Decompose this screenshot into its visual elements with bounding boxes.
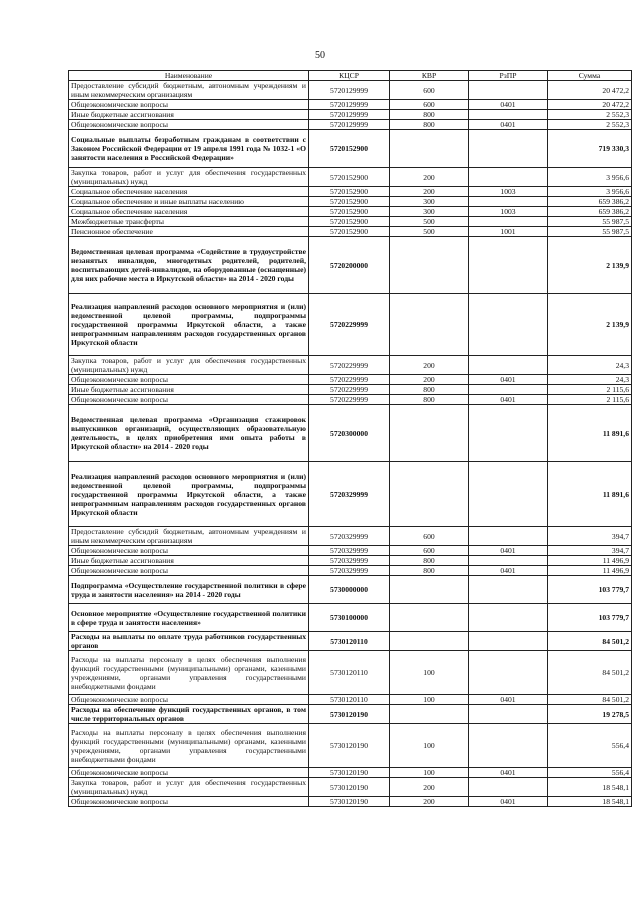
cell-name: Социальное обеспечение населения (69, 187, 309, 197)
table-row (69, 227, 632, 237)
cell-kvr: 200 (390, 168, 469, 187)
cell-kcsr: 5720229999 (309, 356, 390, 375)
cell-name: Пенсионное обеспечение (69, 227, 309, 237)
cell-name: Ведомственная целевая программа «Содействие в трудоустройстве незанятых инвалидов, многодетных родителей, родителей, воспитывающих детей-инвалидов, на оборудованные (оснащенные) для них рабочие места в Иркутской области» на 2014 - 2020 годы (69, 237, 309, 294)
cell-kvr: 800 (390, 395, 469, 405)
cell-kvr: 300 (390, 197, 469, 207)
cell-kvr: 300 (390, 207, 469, 217)
cell-name: Расходы на обеспечение функций государственных органов, в том числе территориальных органов (69, 705, 309, 724)
table-row (69, 100, 632, 110)
cell-rzpr: 0401 (469, 100, 548, 110)
cell-kvr (390, 576, 469, 604)
table-row (69, 566, 632, 576)
cell-kvr: 600 (390, 100, 469, 110)
cell-rzpr (469, 576, 548, 604)
cell-kvr: 100 (390, 768, 469, 778)
table-row (69, 651, 632, 695)
table-row (69, 576, 632, 604)
table-row (69, 197, 632, 207)
cell-rzpr: 0401 (469, 797, 548, 807)
cell-sum: 11 891,6 (548, 462, 632, 527)
cell-name: Общеэкономические вопросы (69, 546, 309, 556)
cell-rzpr (469, 724, 548, 768)
cell-sum: 103 779,7 (548, 604, 632, 632)
cell-rzpr (469, 632, 548, 651)
cell-kcsr: 5720329999 (309, 546, 390, 556)
table-row (69, 81, 632, 100)
cell-kvr (390, 237, 469, 294)
table-row (69, 405, 632, 462)
cell-kvr: 200 (390, 778, 469, 797)
cell-kvr (390, 405, 469, 462)
cell-kvr: 100 (390, 651, 469, 695)
cell-sum: 11 496,9 (548, 556, 632, 566)
cell-kcsr: 5720152900 (309, 130, 390, 168)
cell-rzpr (469, 130, 548, 168)
cell-sum: 3 956,6 (548, 187, 632, 197)
table-row (69, 778, 632, 797)
cell-kcsr: 5720129999 (309, 81, 390, 100)
table-row (69, 395, 632, 405)
cell-kcsr: 5730120110 (309, 632, 390, 651)
cell-rzpr: 0401 (469, 566, 548, 576)
cell-rzpr: 0401 (469, 546, 548, 556)
cell-name: Расходы на выплаты по оплате труда работников государственных органов (69, 632, 309, 651)
cell-rzpr: 0401 (469, 695, 548, 705)
cell-kvr: 800 (390, 110, 469, 120)
cell-rzpr (469, 778, 548, 797)
cell-name: Расходы на выплаты персоналу в целях обеспечения выполнения функций государственными (муниципальными) органами, казенными учреждениями, органами управления государственными внебюджетными фондами (69, 724, 309, 768)
cell-kvr: 800 (390, 385, 469, 395)
cell-kvr (390, 130, 469, 168)
cell-rzpr (469, 356, 548, 375)
cell-kvr: 100 (390, 695, 469, 705)
cell-rzpr (469, 705, 548, 724)
cell-name: Иные бюджетные ассигнования (69, 556, 309, 566)
cell-kvr (390, 462, 469, 527)
cell-kcsr: 5720129999 (309, 100, 390, 110)
cell-name: Расходы на выплаты персоналу в целях обеспечения выполнения функций государственными (муниципальными) органами, казенными учреждениями, органами управления государственными внебюджетными фондами (69, 651, 309, 695)
table-row (69, 110, 632, 120)
cell-rzpr (469, 556, 548, 566)
cell-kvr: 200 (390, 375, 469, 385)
cell-sum: 24,3 (548, 356, 632, 375)
cell-kcsr: 5720229999 (309, 294, 390, 356)
cell-kcsr: 5720229999 (309, 385, 390, 395)
cell-rzpr (469, 294, 548, 356)
cell-name: Общеэкономические вопросы (69, 375, 309, 385)
cell-rzpr (469, 385, 548, 395)
table-row (69, 797, 632, 807)
cell-kvr: 600 (390, 546, 469, 556)
cell-kcsr: 5720300000 (309, 405, 390, 462)
cell-sum: 556,4 (548, 724, 632, 768)
cell-sum: 55 987,5 (548, 217, 632, 227)
cell-rzpr (469, 81, 548, 100)
cell-kvr: 600 (390, 527, 469, 546)
cell-sum: 84 501,2 (548, 632, 632, 651)
cell-sum: 2 552,3 (548, 110, 632, 120)
table-row (69, 375, 632, 385)
cell-kcsr: 5720200000 (309, 237, 390, 294)
table-row (69, 556, 632, 566)
table-header-row (69, 71, 632, 81)
table-row (69, 187, 632, 197)
table-row (69, 724, 632, 768)
cell-kcsr: 5720152900 (309, 197, 390, 207)
cell-rzpr (469, 651, 548, 695)
cell-kvr (390, 705, 469, 724)
cell-kcsr: 5730120110 (309, 651, 390, 695)
cell-name: Общеэкономические вопросы (69, 768, 309, 778)
cell-kcsr: 5730120190 (309, 705, 390, 724)
cell-name: Предоставление субсидий бюджетным, автономным учреждениям и иным некоммерческим организациям (69, 81, 309, 100)
table-row (69, 168, 632, 187)
cell-name: Реализация направлений расходов основного мероприятия и (или) ведомственной целевой программы, подпрограммы государственной программы Иркутской области, а также непрограммным направлениям расходов государственных органов Иркутской области (69, 294, 309, 356)
page-number: 50 (315, 50, 325, 61)
cell-kvr: 100 (390, 724, 469, 768)
cell-kcsr: 5720152900 (309, 187, 390, 197)
cell-sum: 55 987,5 (548, 227, 632, 237)
cell-rzpr: 0401 (469, 120, 548, 130)
cell-rzpr: 1001 (469, 227, 548, 237)
cell-name: Закупка товаров, работ и услуг для обеспечения государственных (муниципальных) нужд (69, 168, 309, 187)
table-row (69, 604, 632, 632)
cell-sum: 11 496,9 (548, 566, 632, 576)
cell-name: Социальное обеспечение населения (69, 207, 309, 217)
table-row (69, 130, 632, 168)
table-row (69, 294, 632, 356)
cell-rzpr (469, 110, 548, 120)
cell-kvr: 800 (390, 556, 469, 566)
cell-sum: 659 386,2 (548, 197, 632, 207)
cell-rzpr (469, 237, 548, 294)
cell-kcsr: 5720329999 (309, 566, 390, 576)
cell-kcsr: 5720329999 (309, 462, 390, 527)
cell-kvr: 600 (390, 81, 469, 100)
cell-kvr: 200 (390, 797, 469, 807)
cell-kvr: 200 (390, 187, 469, 197)
table-row (69, 768, 632, 778)
cell-name: Общеэкономические вопросы (69, 100, 309, 110)
cell-rzpr (469, 604, 548, 632)
cell-name: Закупка товаров, работ и услуг для обеспечения государственных (муниципальных) нужд (69, 778, 309, 797)
cell-kcsr: 5720129999 (309, 120, 390, 130)
cell-sum: 2 115,6 (548, 395, 632, 405)
cell-kcsr: 5730120110 (309, 695, 390, 705)
cell-sum: 84 501,2 (548, 651, 632, 695)
cell-kvr: 200 (390, 356, 469, 375)
table-row (69, 632, 632, 651)
table-row (69, 356, 632, 375)
cell-rzpr: 0401 (469, 375, 548, 385)
cell-name: Закупка товаров, работ и услуг для обеспечения государственных (муниципальных) нужд (69, 356, 309, 375)
column-header-kcsr: КЦСР (309, 71, 390, 81)
cell-sum: 103 779,7 (548, 576, 632, 604)
cell-kcsr: 5720152900 (309, 168, 390, 187)
table-row (69, 385, 632, 395)
table-row (69, 695, 632, 705)
cell-kvr: 500 (390, 227, 469, 237)
cell-kcsr: 5720229999 (309, 395, 390, 405)
cell-name: Общеэкономические вопросы (69, 695, 309, 705)
cell-kcsr: 5730000000 (309, 576, 390, 604)
cell-name: Общеэкономические вопросы (69, 566, 309, 576)
table-row (69, 546, 632, 556)
cell-name: Иные бюджетные ассигнования (69, 110, 309, 120)
cell-rzpr (469, 405, 548, 462)
cell-rzpr (469, 168, 548, 187)
cell-kcsr: 5730100000 (309, 604, 390, 632)
column-header-rzpr: РзПР (469, 71, 548, 81)
cell-name: Подпрограмма «Осуществление государственной политики в сфере труда и занятости населения» на 2014 - 2020 годы (69, 576, 309, 604)
cell-rzpr (469, 462, 548, 527)
cell-sum: 659 386,2 (548, 207, 632, 217)
cell-rzpr: 1003 (469, 187, 548, 197)
cell-sum: 394,7 (548, 527, 632, 546)
cell-kcsr: 5720229999 (309, 375, 390, 385)
cell-kcsr: 5720129999 (309, 110, 390, 120)
cell-sum: 2 139,9 (548, 294, 632, 356)
cell-kvr: 500 (390, 217, 469, 227)
cell-sum: 20 472,2 (548, 100, 632, 110)
cell-sum: 11 891,6 (548, 405, 632, 462)
cell-kcsr: 5720152900 (309, 217, 390, 227)
cell-sum: 24,3 (548, 375, 632, 385)
table-row (69, 207, 632, 217)
cell-name: Общеэкономические вопросы (69, 395, 309, 405)
cell-rzpr: 1003 (469, 207, 548, 217)
cell-sum: 20 472,2 (548, 81, 632, 100)
cell-kcsr: 5720329999 (309, 556, 390, 566)
cell-name: Социальные выплаты безработным гражданам в соответствии с Законом Российской Федерации от 19 апреля 1991 года № 1032-1 «О занятости населения в Российской Федерации» (69, 130, 309, 168)
cell-kcsr: 5730120190 (309, 724, 390, 768)
cell-rzpr (469, 217, 548, 227)
cell-sum: 84 501,2 (548, 695, 632, 705)
cell-name: Общеэкономические вопросы (69, 120, 309, 130)
column-header-name: Наименование (69, 71, 309, 81)
cell-rzpr (469, 527, 548, 546)
cell-name: Иные бюджетные ассигнования (69, 385, 309, 395)
cell-kcsr: 5720329999 (309, 527, 390, 546)
cell-kcsr: 5730120190 (309, 797, 390, 807)
cell-sum: 18 548,1 (548, 797, 632, 807)
cell-sum: 2 139,9 (548, 237, 632, 294)
table-row (69, 462, 632, 527)
cell-rzpr: 0401 (469, 768, 548, 778)
table-row (69, 120, 632, 130)
column-header-kvr: КВР (390, 71, 469, 81)
cell-kvr: 800 (390, 120, 469, 130)
cell-kcsr: 5720152900 (309, 207, 390, 217)
cell-name: Социальное обеспечение и иные выплаты населению (69, 197, 309, 207)
cell-sum: 18 548,1 (548, 778, 632, 797)
cell-rzpr (469, 197, 548, 207)
cell-sum: 3 956,6 (548, 168, 632, 187)
cell-name: Межбюджетные трансферты (69, 217, 309, 227)
table-row (69, 705, 632, 724)
cell-sum: 394,7 (548, 546, 632, 556)
cell-sum: 19 278,5 (548, 705, 632, 724)
cell-kvr (390, 632, 469, 651)
cell-kcsr: 5720152900 (309, 227, 390, 237)
cell-name: Основное мероприятие «Осуществление государственной политики в сфере труда и занятости населения» (69, 604, 309, 632)
budget-table (68, 70, 632, 807)
cell-kvr: 800 (390, 566, 469, 576)
cell-name: Предоставление субсидий бюджетным, автономным учреждениям и иным некоммерческим организациям (69, 527, 309, 546)
cell-kvr (390, 604, 469, 632)
table-row (69, 527, 632, 546)
table-row (69, 237, 632, 294)
cell-name: Реализация направлений расходов основного мероприятия и (или) ведомственной целевой программы, подпрограммы государственной программы Иркутской области, а также непрограммным направлениям расходов государственных органов Иркутской области (69, 462, 309, 527)
table-row (69, 217, 632, 227)
cell-kcsr: 5730120190 (309, 778, 390, 797)
cell-name: Общеэкономические вопросы (69, 797, 309, 807)
cell-kvr (390, 294, 469, 356)
cell-sum: 2 115,6 (548, 385, 632, 395)
cell-sum: 556,4 (548, 768, 632, 778)
cell-rzpr: 0401 (469, 395, 548, 405)
table-body (69, 81, 632, 807)
column-header-sum: Сумма (548, 71, 632, 81)
cell-name: Ведомственная целевая программа «Организация стажировок выпускников организаций, осуществляющих образовательную деятельность, в целях приобретения ими опыта работы в Иркутской области» на 2014 - 2020 годы (69, 405, 309, 462)
cell-kcsr: 5730120190 (309, 768, 390, 778)
cell-sum: 2 552,3 (548, 120, 632, 130)
cell-sum: 719 330,3 (548, 130, 632, 168)
